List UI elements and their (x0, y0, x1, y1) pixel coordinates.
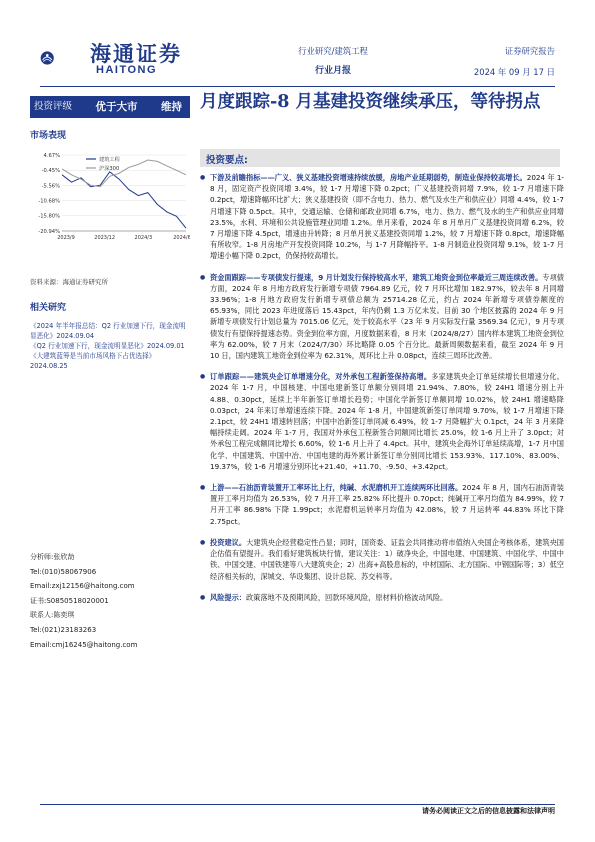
key-point (200, 371, 564, 472)
key-points-bar (200, 149, 560, 167)
y-tick-label: -0.45% (41, 168, 60, 175)
key-point-head: 订单跟踪——建筑央企订单增速分化，对外承包工程新签保持高增。 (210, 372, 432, 382)
haitong-logo-icon (40, 36, 86, 80)
report-right-title: 证券研究报告 (504, 46, 555, 56)
analyst-info (30, 550, 190, 652)
chart-source: 资料来源：海通证券研究所 (30, 278, 108, 286)
analyst-cert: 证书:S0850518020001 (30, 596, 109, 605)
key-point-head: 风险提示： (210, 592, 246, 602)
y-tick-label: 4.67% (43, 153, 60, 159)
analyst-tel: Tel:(010)58067906 (30, 567, 97, 576)
contact-name: 联系人:陈奕琪 (30, 611, 75, 620)
rating-value: 优于大市 (95, 101, 138, 113)
key-point (200, 272, 564, 362)
key-point (200, 482, 564, 527)
analyst-email[interactable]: Email:zxj12156@haitong.com (30, 582, 135, 591)
footer-divider (40, 804, 555, 805)
contact-email[interactable]: Email:cmj16245@haitong.com (30, 640, 138, 649)
series-line-construction (62, 172, 186, 228)
key-point-body: 专项债方面，2024 年 8 月地方政府发行新增专项债 7964.89 亿元，较 7 月环比增加 182.97%，较去年 8 月同增 33.96%；1-8 月地方政府发行新增专项债总额为 25714.28 亿元，约占 2024 年新增专项债券额度的 65.93%，同比 2023 年进度落后 15.43pct，年内仍剩 1.3 万亿未发。目前 30 个地区披露的 2024 年 9 月新增专项债发行计划总量为 7015.06 亿元，处于较高水平（23 年 9 月实际发行量 3569.34 亿元），9 月专项债发行有望保持提速态势。资金到位率方面，月度数据来看，8 月末（2024/8/27）国内样本建筑工地资金到位率为 62.00%，较 7 月末（2024/7/30）环比略降 0.05 个百分比。最新周频数据来看，截至 2024 年 9 月 10 日，国内建筑工地资金到位率为 62.31%，周环比上升 0.08pct，连续三周环比改善。 (210, 272, 564, 361)
related-item[interactable]: 《Q2 行业加速下行，现金流明显恶化》2024.09.01 (30, 342, 185, 350)
x-tick-label: 2023/9 (57, 235, 75, 241)
analyst-name: 分析师:张欣劼 (30, 553, 75, 561)
logo-text-cn: 海通证券 (90, 41, 182, 66)
x-tick-label: 2024/6 (173, 235, 190, 241)
key-point (200, 537, 564, 582)
rating-bar (30, 96, 190, 118)
key-points-list (200, 172, 564, 613)
report-category: 行业研究/建筑工程 (298, 46, 368, 56)
market-chart-svg (30, 149, 190, 249)
key-point-head: 下游及前瞻指标——广义、狭义基建投资增速持续放缓，房地产业延期弱势，制造业保持较高增长。 (210, 173, 527, 182)
page-header (0, 0, 595, 88)
key-point-head: 资金面跟踪——专项债发行提速，9 月计划发行保持较高水平，建筑工地资金到位率最近三周连续改善。 (210, 272, 543, 282)
logo-text-en: HAITONG (96, 64, 158, 76)
rating-status: 维持 (160, 101, 182, 113)
key-point-head: 上游——石油沥青装置开工率环比上行，纯碱、水泥磨机开工连续两环比回落。 (210, 483, 463, 493)
x-tick-label: 2023/12 (94, 235, 116, 241)
key-points-title: 投资要点: (206, 155, 248, 166)
legend-label: 建筑工程 (99, 157, 120, 163)
page-title: 月度跟踪-8 月基建投资继续承压，等待拐点 (200, 92, 541, 112)
related-item[interactable]: 《2024 年半年报总结：Q2 行业加速下行，现金流明显恶化》2024.09.04 (30, 322, 186, 340)
related-research-title: 相关研究 (30, 303, 67, 313)
contact-tel: Tel:(021)23183263 (30, 625, 97, 634)
report-date: 2024 年 09 月 17 日 (473, 67, 555, 77)
title-area (200, 90, 560, 114)
market-chart (30, 149, 190, 249)
key-point-body: 2024 年 1-8 月，固定资产投资同增 3.4%，较 1-7 月增速下降 0.2pct；广义基建投资同增 7.9%，较 1-7 月增速下降 0.2pct，增速降幅环比扩大；狭义基建投资（即不含电力、热力、燃气及水生产和供应业）同增 4.4%，较 1-7 月增速下降 0.5pct。其中，交通运输、仓储和邮政业同增 6.7%，电力、热力、燃气及水的生产和供应业同增 23.5%，水利、环境和公共设施管理业同增 1.2%。单月来看，2024 年 8 月单月广义基建投资同增 6.2%，较 7 月增速下降 4.5pct，增速由升转降；8 月单月狭义基建投资同增 1.2%，较 7 月增速下降 0.8pct，增速降幅有所收窄。1-8 月房地产开发投资同降 10.2%，与 1-7 月降幅持平。1-8 月制造业投资同增 9.1%，较 1-7 月增速小幅下降 0.2pct，仍保持较高增长。 (210, 173, 564, 261)
key-point (200, 172, 564, 262)
y-tick-label: -10.68% (38, 198, 60, 205)
sidebar (30, 96, 190, 371)
key-point-body: 多家建筑央企订单延续增长但增速分化。2024 年 1-7 月，中国核建、中国电建新签订单额分别同增 21.94%、7.80%，较 24H1 增速分别上升 4.88、0.30pct，延续上半年新签订单增长趋势；中国化学新签订单额同增 10.02%，较 24H1 增速略降 0.03pct，24 年来订单增速连续下降。2024 年 1-8 月，中国建筑新签订单同增 9.70%，较 1-7 月增速下降 2.1pct，较 24H1 增速转回落；中国中冶新签订单同减 6.49%，较 1-7 月降幅扩大 0.1pct，24 年 3 月来降幅持续走阔。2024 年 1-7 月，我国对外承包工程新签合同额同比增长 25.0%，较 1-6 月上升了 3.0pct；对外承包工程完成额同比增长 6.60%，较 1-6 月上升了 4.4pct。其中，建筑央企海外订单延续高增，1-7 月中国化学、中国建筑、中国中冶、中国电建的海外累计新签订单分别同比增长 153.93%、117.10%、83.00%、19.37%，较 1-6 月增速分别环比+21.40、+11.70、-9.50、+3.42pct。 (210, 372, 564, 471)
footer-disclaimer: 请务必阅读正文之后的信息披露和法律声明 (422, 807, 555, 815)
rating-label: 投资评级 (34, 101, 73, 112)
market-performance-title: 市场表现 (30, 131, 67, 141)
y-tick-label: -20.94% (38, 229, 60, 235)
key-point (200, 592, 564, 603)
report-type: 行业月报 (314, 66, 351, 76)
legend-label: 沪深300 (99, 166, 120, 172)
key-point-head: 投资建议。 (210, 537, 247, 547)
y-tick-label: -5.56% (41, 183, 60, 190)
related-research-list (30, 321, 190, 371)
x-tick-label: 2024/3 (134, 235, 153, 241)
related-item[interactable]: 《大建筑蓝筹是当前市场风格下占优选择》2024.08.25 (30, 352, 156, 370)
key-point-body: 政策落地不及预期风险，回款环境风险，原材料价格波动风险。 (245, 592, 448, 602)
y-tick-label: -15.80% (38, 213, 60, 220)
key-point-body: 大建筑央企经营稳定性凸显；同时，国资委、证监会共同推动将市值纳入央国企考核体系，建筑央国企估值有望提升。我们看好建筑板块行情，建议关注：1）破净央企，中国电建、中国建筑、中国化学、中国中铁、中国交建、中国铁建等八大建筑央企；2）出海+高股息标的，中材国际、北方国际、中钢国际等；3）低空经济相关标的，深城交、华设集团、设计总院、苏交科等。 (210, 537, 564, 581)
header-divider (40, 86, 555, 87)
series-line-csi300 (62, 160, 186, 187)
key-point-body: 2024 年 8 月，国内石油沥青装置开工率月均值为 26.53%，较 7 月开工率 25.82% 环比提升 0.70pct；纯碱开工率月均值为 84.99%，较 7 月开工率 86.98% 下降 1.99pct；水泥磨机运转率月均值为 42.08%，较 7 月运转率 44.83% 环比下降 2.75pct。 (210, 483, 564, 526)
